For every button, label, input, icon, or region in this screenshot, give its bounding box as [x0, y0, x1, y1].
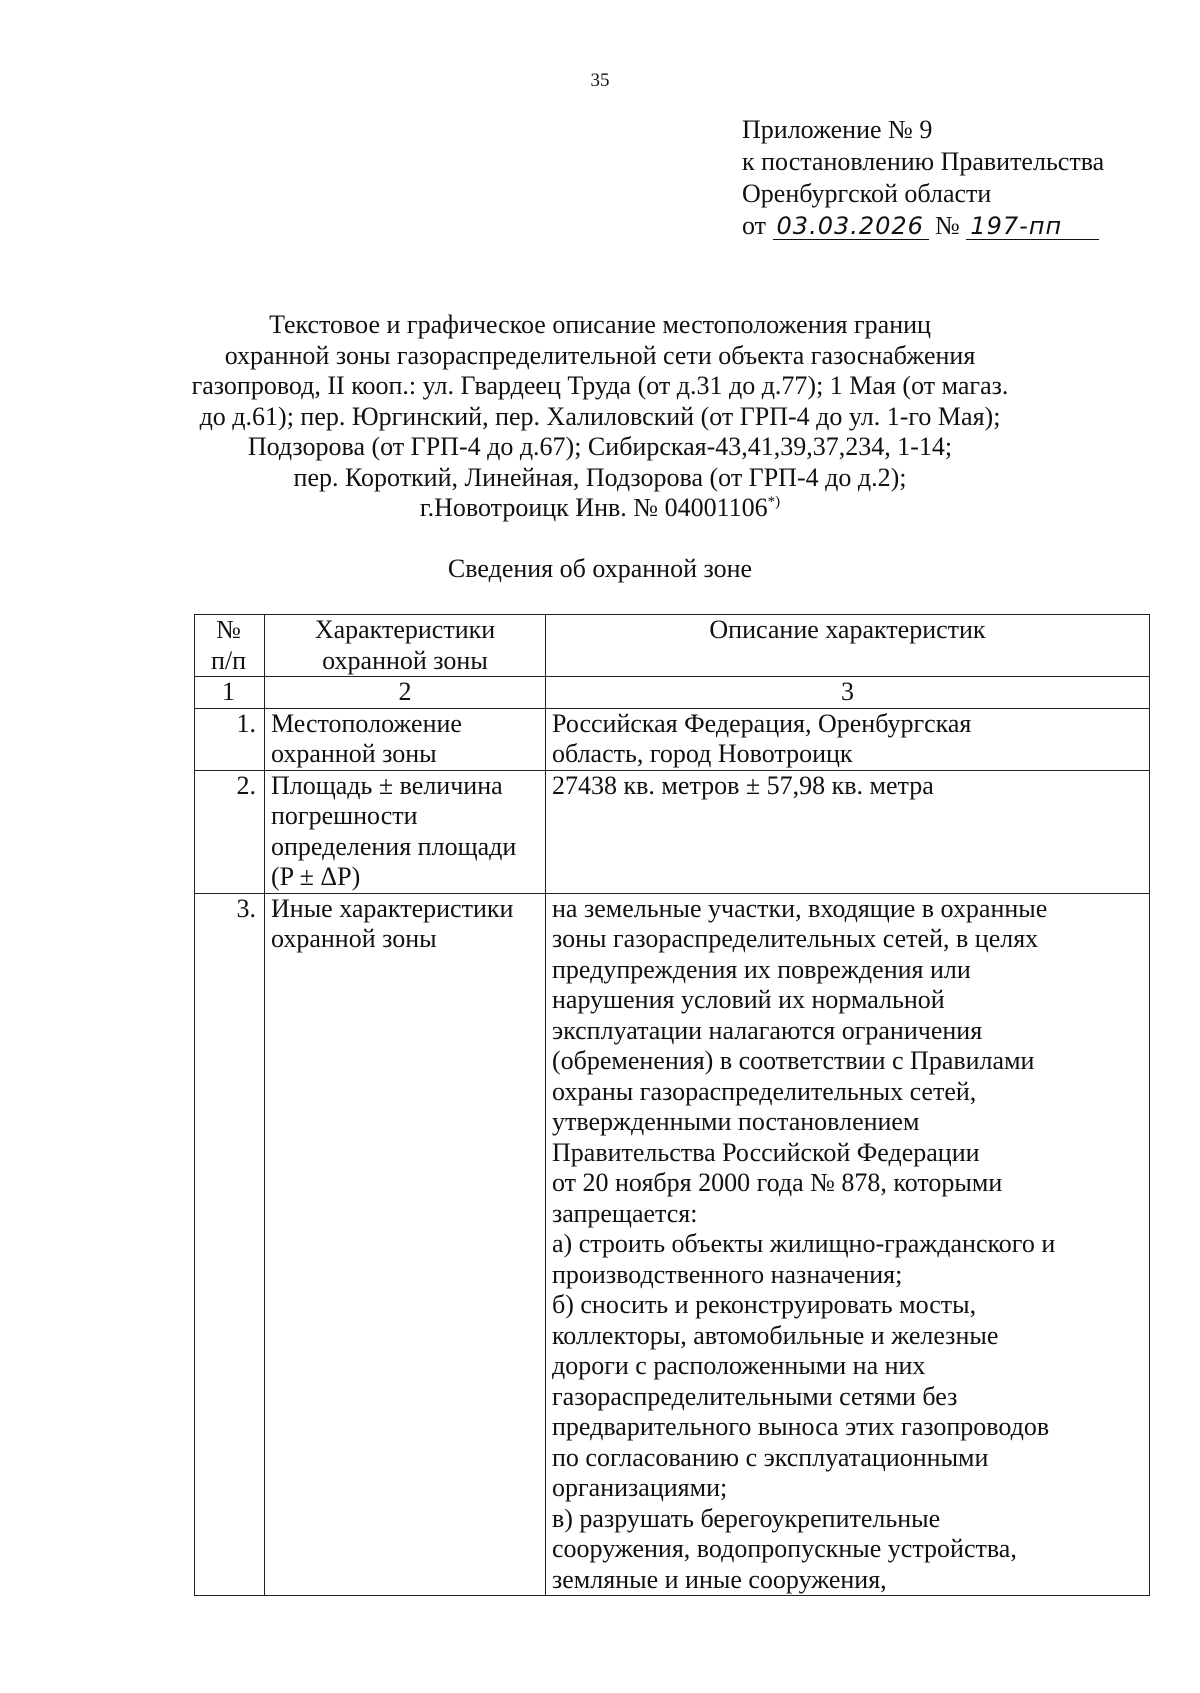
table-row [195, 708, 1150, 770]
date-prefix: от [742, 211, 767, 240]
title-line: газопровод, II кооп.: ул. Гвардеец Труда (от д.31 до д.77); 1 Мая (от магаз. [191, 371, 1009, 400]
cell-line: газораспределительными сетями без [552, 1381, 958, 1411]
cell-line: охраны газораспределительных сетей, [552, 1076, 977, 1106]
cell-line: на земельные участки, входящие в охранные [552, 893, 1048, 923]
cell-line: предварительного выноса этих газопроводов [552, 1412, 1050, 1441]
footnote-mark: *) [767, 494, 781, 510]
numbering-cell: 3 [546, 677, 1150, 709]
appendix-block [742, 114, 1104, 242]
appendix-line-3: Оренбургской области [742, 179, 992, 208]
cell-line: нарушения условий их нормальной [552, 985, 945, 1014]
handwritten-number: 197-пп [966, 213, 1099, 240]
cell-line: коллекторы, автомобильные и железные [552, 1320, 999, 1350]
header-text: п/п [210, 645, 247, 675]
cell-line: утвержденными постановлением [552, 1107, 920, 1136]
row-characteristic [265, 893, 546, 1596]
cell-line: дороги с расположенными на них [552, 1351, 926, 1380]
title-line: до д.61); пер. Юргинский, пер. Халиловский (от ГРП-4 до ул. 1-го Мая); [199, 401, 1001, 431]
title-line: Подзорова (от ГРП-4 до д.67); Сибирская-43,41,39,37,234, 1-14; [247, 432, 953, 461]
cell-line: определения площади [271, 831, 517, 861]
cell-line: Местоположение [271, 708, 462, 738]
cell-line: в) разрушать берегоукрепительные [552, 1503, 941, 1533]
header-cell-number [195, 615, 265, 677]
title-line: пер. Короткий, Линейная, Подзорова (от ГРП-4 до д.2); [293, 462, 907, 492]
cell-line: организациями; [552, 1473, 728, 1502]
cell-line: Российская Федерация, Оренбургская [552, 708, 972, 738]
cell-line: зоны газораспределительных сетей, в целях [552, 924, 1039, 953]
row-description [546, 770, 1150, 893]
table-header-row [195, 615, 1150, 677]
header-cell-characteristics [265, 615, 546, 677]
cell-line: предупреждения их повреждения или [552, 954, 971, 984]
cell-line: а) строить объекты жилищно-гражданского и [552, 1229, 1056, 1258]
document-title [120, 310, 1080, 524]
protection-zone-table [194, 614, 1150, 1596]
title-line-last [120, 493, 1080, 524]
cell-line: б) сносить и реконструировать мосты, [552, 1290, 977, 1319]
numbering-cell: 1 [195, 677, 265, 709]
row-number: 1. [195, 708, 265, 770]
table-numbering-row [195, 677, 1150, 709]
table-row [195, 893, 1150, 1596]
header-text: Характеристики [314, 615, 496, 644]
cell-line: (P ± ΔP) [271, 862, 361, 891]
cell-line: (обременения) в соответствии с Правилами [552, 1046, 1035, 1075]
cell-line: от 20 ноября 2000 года № 878, которыми [552, 1168, 1003, 1197]
row-description [546, 708, 1150, 770]
section-subtitle: Сведения об охранной зоне [447, 554, 753, 583]
cell-line: сооружения, водопропускные устройства, [552, 1534, 1017, 1563]
table-row [195, 770, 1150, 893]
header-text: Описание характеристик [709, 615, 986, 644]
header-cell-description [546, 615, 1150, 677]
cell-line: земляные и иные сооружения, [552, 1564, 887, 1594]
row-description [546, 893, 1150, 1596]
cell-line: запрещается: [552, 1198, 698, 1228]
cell-line: Площадь ± величина [271, 770, 503, 800]
numbering-cell: 2 [265, 677, 546, 709]
cell-line: эксплуатации налагаются ограничения [552, 1015, 983, 1045]
page-number: 35 [590, 70, 610, 91]
appendix-title: Приложение № 9 [742, 115, 933, 144]
row-characteristic [265, 770, 546, 893]
appendix-line-2: к постановлению Правительства [742, 147, 1105, 176]
cell-line: производственного назначения; [552, 1259, 903, 1289]
cell-line: охранной зоны [271, 739, 437, 768]
title-line-7: г.Новотроицк Инв. № 04001106 [419, 493, 768, 522]
row-number: 2. [195, 770, 265, 893]
handwritten-date: 03.03.2026 [773, 213, 929, 240]
appendix-date-line [742, 210, 1104, 242]
row-number: 3. [195, 893, 265, 1596]
cell-line: область, город Новотроицк [552, 739, 853, 768]
cell-line: по согласованию с эксплуатационными [552, 1442, 989, 1472]
cell-line: Правительства Российской Федерации [552, 1137, 980, 1167]
number-prefix: № [935, 211, 960, 240]
cell-line: Иные характеристики [271, 893, 514, 923]
cell-line: 27438 кв. метров ± 57,98 кв. метра [552, 770, 934, 800]
title-line: Текстовое и графическое описание местоположения границ [269, 310, 931, 339]
cell-line: погрешности [271, 801, 418, 830]
row-characteristic [265, 708, 546, 770]
title-line: охранной зоны газораспределительной сети объекта газоснабжения [224, 340, 976, 370]
header-text: № [216, 615, 241, 644]
cell-line: охранной зоны [271, 924, 437, 953]
header-text: охранной зоны [322, 645, 488, 675]
